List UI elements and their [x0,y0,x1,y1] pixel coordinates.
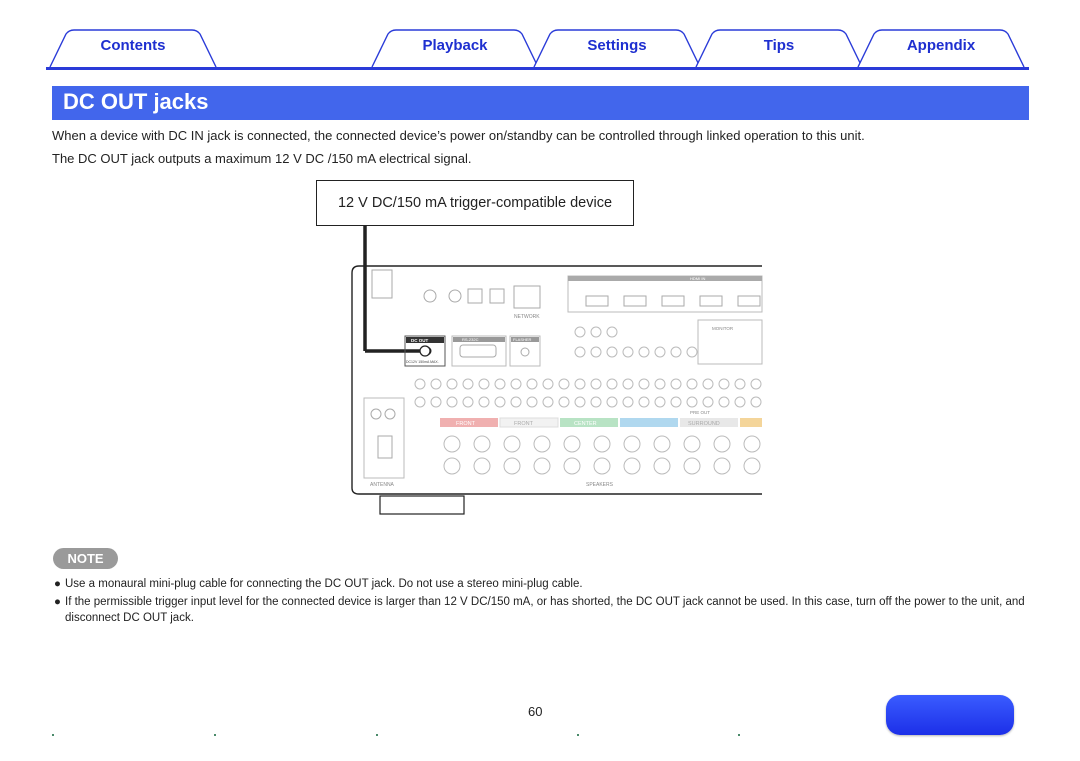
dc-out-jack [420,346,430,356]
dc-out-sublabel: DC12V 150mA MAX. [406,360,439,364]
tab-settings[interactable]: Settings [587,37,647,54]
antenna-label: ANTENNA [370,482,394,488]
tab-contents[interactable]: Contents [100,37,166,54]
footer-dot [738,734,740,736]
bullet-icon: ● [54,596,61,608]
footer-dot [376,734,378,736]
network-label: NETWORK [514,314,540,320]
note-text: Use a monaural mini-plug cable for connecting the DC OUT jack. Do not use a stereo mini-plug cable. [65,578,583,590]
monitor-label: MONITOR [712,326,734,331]
footer-dot [214,734,216,736]
page-number: 60 [528,704,543,719]
hdmi-label: HDMI IN [690,276,706,281]
note-badge: NOTE [53,548,118,569]
rs232c-label: RS-232C [462,337,479,342]
speaker-center-label: CENTER [574,421,597,427]
footer-dot [577,734,579,736]
intro-line-1: When a device with DC IN jack is connected, the connected device’s power on/standby can be controlled through linked operation to this unit. [52,128,865,143]
speaker-front-label: FRONT [456,421,475,427]
speakers-label: SPEAKERS [586,482,613,488]
tab-playback[interactable]: Playback [422,37,488,54]
trigger-device-label: 12 V DC/150 mA trigger-compatible device [337,195,613,211]
page-title: DC OUT jacks [63,89,209,114]
intro-line-2: The DC OUT jack outputs a maximum 12 V DC /150 mA electrical signal. [52,151,472,166]
note-text: If the permissible trigger input level for the connected device is larger than 12 V DC/150 mA, or has shorted, the DC OUT jack cannot be used. In this case, turn off the power to the unit, and disconnect DC OUT jack. [65,596,1025,624]
footer-dot [52,734,54,736]
dc-out-jack-label: DC OUT [411,338,429,343]
flasher-label: FLASHER [513,337,532,342]
index-button[interactable] [886,695,1014,735]
speaker-surround-label: SURROUND [688,421,720,427]
tab-tips[interactable]: Tips [763,37,795,54]
speaker-front2-label: FRONT [514,421,533,427]
preout-label: PRE OUT [690,410,711,415]
rear-panel [352,266,762,514]
tab-appendix[interactable]: Appendix [906,37,976,54]
bullet-icon: ● [54,578,61,590]
